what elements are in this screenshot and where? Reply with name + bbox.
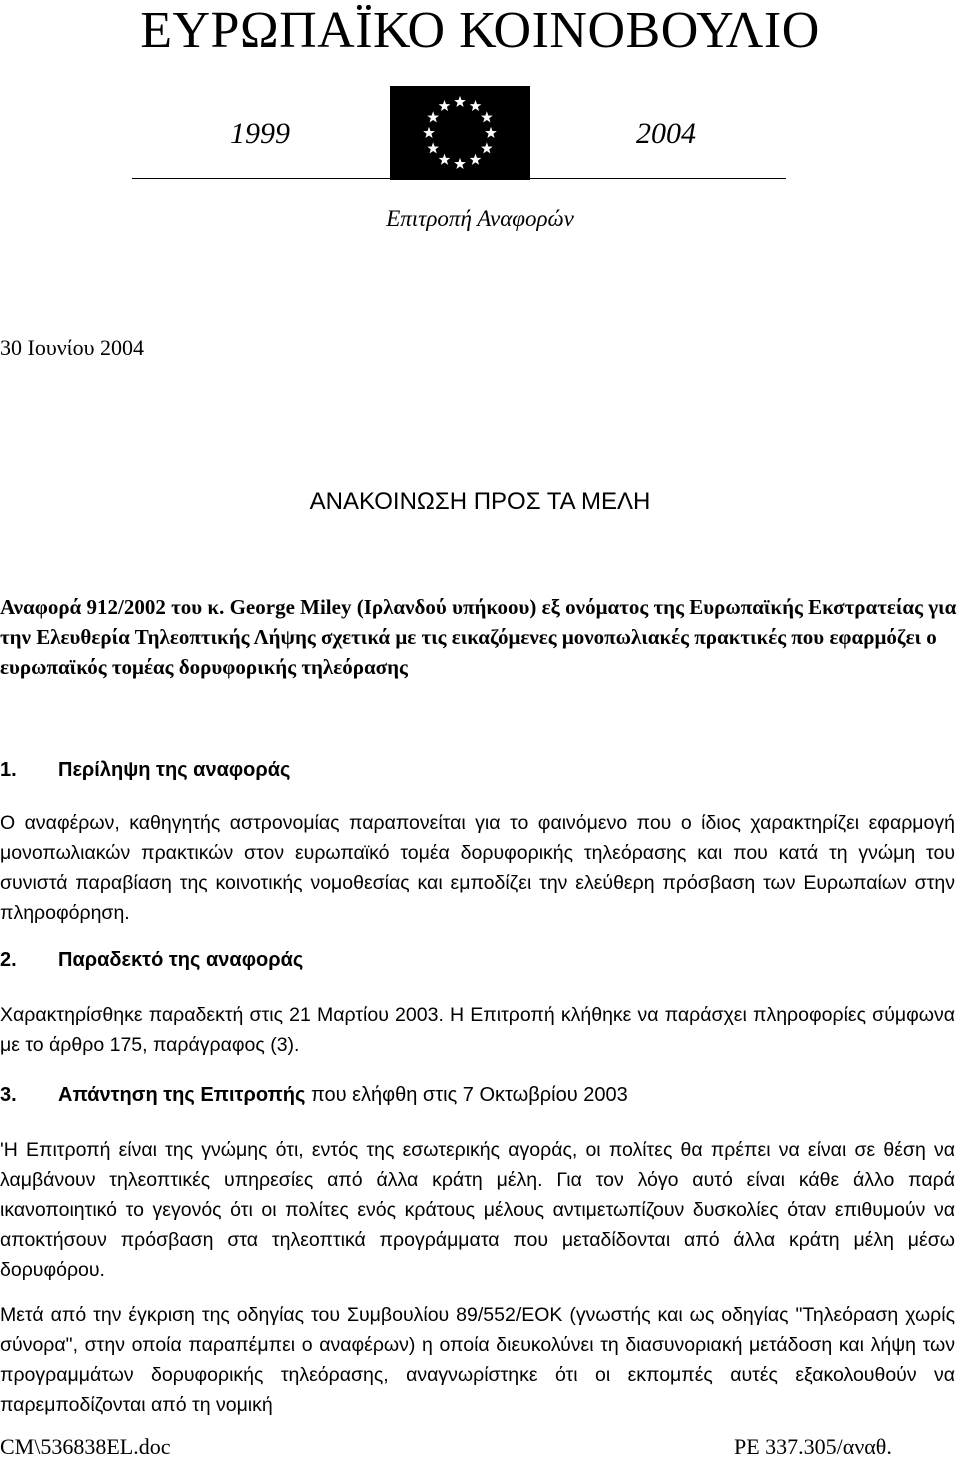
term-start-year: 1999 <box>230 117 290 150</box>
header-divider <box>132 178 786 179</box>
flag-star-icon <box>427 111 439 122</box>
section-title: Περίληψη της αναφοράς <box>58 759 291 781</box>
footer-pe-ref: PE 337.305/αναθ. <box>734 1434 892 1459</box>
flag-star-icon <box>481 111 493 122</box>
notice-heading: ΑΝΑΚΟΙΝΩΣΗ ΠΡΟΣ ΤΑ ΜΕΛΗ <box>309 488 651 515</box>
footer-doc-ref: CM\536838EL.doc <box>0 1434 171 1459</box>
document-date: 30 Ιουνίου 2004 <box>0 335 144 360</box>
flag-star-icon <box>454 96 466 107</box>
section-3-heading <box>0 1080 628 1110</box>
section-1-heading <box>0 755 290 785</box>
committee-name: Επιτροπή Αναφορών <box>386 206 574 231</box>
flag-star-icon <box>423 127 435 138</box>
flag-star-icon <box>485 127 497 138</box>
flag-star-icon <box>454 158 466 169</box>
section-number: 3. <box>0 1084 17 1106</box>
section-title-suffix: που ελήφθη στις 7 Οκτωβρίου 2003 <box>305 1084 628 1106</box>
eu-flag-graphic <box>390 86 530 180</box>
term-end-year: 2004 <box>636 117 696 150</box>
section-3-paragraph-2: Μετά από την έγκριση της οδηγίας του Συμβουλίου 89/552/ΕΟΚ (γνωστής και ως οδηγίας "Τηλεόραση χωρίς σύνορα", στην οποία παραπέμπει ο αναφέρων) η οποία διευκολύνει τη διασυνοριακή μετάδοση και λήψη των προγραμμάτων δορυφορικής τηλεόρασης, αναγνωρίστηκε ότι οι εκπομπές αυτές εξακολουθούν να παρεμποδίζονται από τη νομική <box>0 1304 955 1416</box>
flag-star-icon <box>470 154 482 165</box>
flag-star-icon <box>439 100 451 111</box>
section-3-paragraph-1: 'Η Επιτροπή είναι της γνώμης ότι, εντός της εσωτερικής αγοράς, οι πολίτες θα πρέπει να είναι σε θέση να λαμβάνουν τηλεοπτικές υπηρεσίες από άλλα κράτη μέλη. Για τον λόγο αυτό είναι κάθε άλλο παρά ικανοποιητικό το γεγονός ότι οι πολίτες ενός κράτους μέλους αντιμετωπίζουν δυσκολίες όταν επιθυμούν να αποκτήσουν πρόσβαση στα τηλεοπτικά προγράμματα που μεταδίδονται από άλλα κράτη μέλη μέσω δορυφόρου. <box>0 1139 955 1281</box>
section-1-paragraph: Ο αναφέρων, καθηγητής αστρονομίας παραπονείται για το φαινόμενο που ο ίδιος χαρακτηρίζει εφαρμογή μονοπωλιακών πρακτικών στον ευρωπαϊκό τομέα δορυφορικής τηλεόρασης και που κατά τη γνώμη του συνιστά παραβίαση της κοινοτικής νομοθεσίας και εμποδίζει την ελεύθερη πρόσβαση των Ευρωπαίων στην πληροφόρηση. <box>0 812 955 924</box>
flag-star-icon <box>427 142 439 153</box>
flag-star-icon <box>481 142 493 153</box>
eu-flag-icon <box>390 86 530 180</box>
petition-title: Αναφορά 912/2002 του κ. George Miley (Ιρλανδού υπήκοου) εξ ονόματος της Ευρωπαϊκής Εκστρατείας για την Ελευθερία Τηλεοπτικής Λήψης σχετικά με τις εικαζόμενες μονοπωλιακές πρακτικές που εφαρμόζει ο ευρωπαϊκός τομέας δορυφορικής τηλεόρασης <box>0 595 957 679</box>
section-title: Παραδεκτό της αναφοράς <box>58 949 304 971</box>
section-number: 2. <box>0 949 17 971</box>
section-title: Απάντηση της Επιτροπής <box>58 1084 306 1106</box>
flag-star-icon <box>470 100 482 111</box>
section-2-paragraph: Χαρακτηρίσθηκε παραδεκτή στις 21 Μαρτίου 2003. Η Επιτροπή κλήθηκε να παράσχει πληροφορίες σύμφωνα με το άρθρο 175, παράγραφος (3). <box>0 1004 955 1056</box>
section-number: 1. <box>0 759 17 781</box>
institution-title: ΕΥΡΩΠΑΪΚΟ ΚΟΙΝΟΒΟΥΛΙΟ <box>140 2 820 59</box>
flag-star-icon <box>439 154 451 165</box>
section-2-heading <box>0 945 303 975</box>
